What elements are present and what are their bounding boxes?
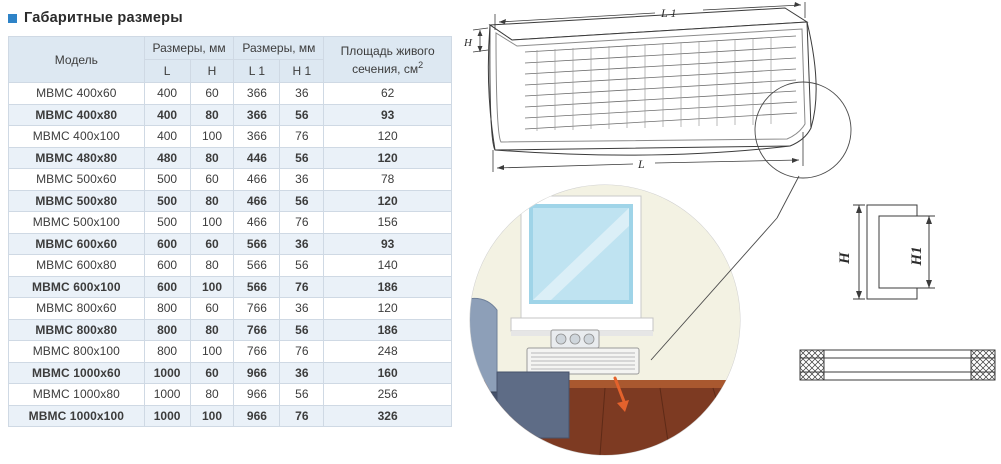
label-section-H1: H1	[909, 246, 925, 266]
table-row	[9, 212, 452, 234]
cell-H: 100	[190, 212, 234, 234]
cell-L: 600	[144, 233, 190, 255]
cell-area: 78	[324, 169, 452, 191]
col-header-H: H	[190, 60, 234, 83]
cell-L1: 466	[234, 190, 280, 212]
cell-L: 500	[144, 169, 190, 191]
cell-L1: 566	[234, 276, 280, 298]
cell-H: 80	[190, 190, 234, 212]
cell-L1: 766	[234, 341, 280, 363]
col-header-model: Модель	[9, 37, 145, 83]
cell-model: МВМС 800х100	[9, 341, 145, 363]
illustration-svg	[455, 0, 1001, 464]
cell-H1: 76	[280, 405, 324, 427]
cell-model: МВМС 1000х100	[9, 405, 145, 427]
cell-area: 120	[324, 147, 452, 169]
cell-model: МВМС 800х80	[9, 319, 145, 341]
cell-L: 600	[144, 276, 190, 298]
col-header-L1: L 1	[234, 60, 280, 83]
table-row	[9, 319, 452, 341]
cell-H: 100	[190, 126, 234, 148]
cell-area: 62	[324, 83, 452, 105]
cell-model: МВМС 400х100	[9, 126, 145, 148]
cell-model: МВМС 1000х80	[9, 384, 145, 406]
cell-H: 80	[190, 147, 234, 169]
table-row	[9, 276, 452, 298]
cell-H1: 76	[280, 276, 324, 298]
label-L-bottom: L	[638, 157, 645, 171]
cell-L1: 366	[234, 126, 280, 148]
cell-model: МВМС 1000х60	[9, 362, 145, 384]
cell-H1: 56	[280, 384, 324, 406]
cell-area: 186	[324, 276, 452, 298]
cell-area: 120	[324, 190, 452, 212]
cell-area: 93	[324, 104, 452, 126]
cell-model: МВМС 600х100	[9, 276, 145, 298]
cell-L1: 766	[234, 319, 280, 341]
label-L1-top: L 1	[661, 6, 677, 20]
cell-area: 326	[324, 405, 452, 427]
cell-model: МВМС 500х80	[9, 190, 145, 212]
cell-area: 120	[324, 126, 452, 148]
cell-L: 400	[144, 83, 190, 105]
cell-H1: 36	[280, 169, 324, 191]
cell-L: 800	[144, 341, 190, 363]
cell-L1: 966	[234, 405, 280, 427]
cell-H1: 56	[280, 319, 324, 341]
label-section-H: H	[837, 252, 853, 264]
cell-L: 800	[144, 319, 190, 341]
cell-H: 80	[190, 104, 234, 126]
table-row	[9, 405, 452, 427]
cell-model: МВМС 400х80	[9, 104, 145, 126]
cell-H1: 56	[280, 104, 324, 126]
cell-H: 100	[190, 405, 234, 427]
cell-L1: 566	[234, 255, 280, 277]
table-row	[9, 147, 452, 169]
table-row	[9, 384, 452, 406]
label-H-left: H	[464, 37, 472, 49]
cell-H1: 76	[280, 126, 324, 148]
col-header-free-area-sup: 2	[418, 59, 424, 70]
table-row	[9, 341, 452, 363]
col-header-L: L	[144, 60, 190, 83]
cell-L: 1000	[144, 405, 190, 427]
table-row	[9, 126, 452, 148]
cell-L: 800	[144, 298, 190, 320]
cell-L: 600	[144, 255, 190, 277]
detail-callout-leader	[777, 176, 799, 218]
cell-L1: 566	[234, 233, 280, 255]
cell-area: 256	[324, 384, 452, 406]
table-head	[9, 37, 452, 83]
cell-H: 80	[190, 384, 234, 406]
col-header-outer-dims: Размеры, мм	[144, 37, 234, 60]
cell-H: 80	[190, 255, 234, 277]
cell-model: МВМС 500х100	[9, 212, 145, 234]
dimensions-table-wrapper	[8, 36, 452, 427]
table-row	[9, 233, 452, 255]
table-row	[9, 169, 452, 191]
cell-model: МВМС 600х60	[9, 233, 145, 255]
cell-H1: 76	[280, 212, 324, 234]
cell-H: 60	[190, 83, 234, 105]
cell-L: 1000	[144, 362, 190, 384]
table-body	[9, 83, 452, 427]
cell-L1: 466	[234, 169, 280, 191]
col-header-H1: H 1	[280, 60, 324, 83]
cell-H: 100	[190, 341, 234, 363]
cell-area: 160	[324, 362, 452, 384]
cell-model: МВМС 800х60	[9, 298, 145, 320]
cell-H: 100	[190, 276, 234, 298]
room-scene	[463, 185, 740, 460]
cell-L: 1000	[144, 384, 190, 406]
bullet-icon	[8, 14, 17, 23]
illustration-area	[455, 0, 1001, 464]
cell-H1: 76	[280, 341, 324, 363]
cell-model: МВМС 480х80	[9, 147, 145, 169]
cell-L1: 366	[234, 104, 280, 126]
dimensions-table	[8, 36, 452, 427]
cell-H1: 36	[280, 362, 324, 384]
col-header-free-area	[324, 37, 452, 83]
cell-H: 60	[190, 233, 234, 255]
cell-L: 400	[144, 126, 190, 148]
cell-H1: 36	[280, 233, 324, 255]
table-row	[9, 298, 452, 320]
cell-L: 500	[144, 190, 190, 212]
cell-H1: 36	[280, 83, 324, 105]
cell-H1: 56	[280, 255, 324, 277]
cell-H: 60	[190, 362, 234, 384]
page-title	[8, 10, 183, 26]
table-row	[9, 190, 452, 212]
page-title-text: Габаритные размеры	[24, 10, 183, 26]
cell-H: 60	[190, 169, 234, 191]
cell-H: 80	[190, 319, 234, 341]
cell-area: 140	[324, 255, 452, 277]
cell-L1: 446	[234, 147, 280, 169]
cell-L1: 966	[234, 384, 280, 406]
cell-L: 480	[144, 147, 190, 169]
col-header-inner-dims: Размеры, мм	[234, 37, 324, 60]
table-header-row-1	[9, 37, 452, 60]
col-header-free-area-text: Площадь живого сечения, см	[340, 43, 435, 76]
cell-model: МВМС 600х80	[9, 255, 145, 277]
cell-H1: 56	[280, 147, 324, 169]
cell-L1: 766	[234, 298, 280, 320]
cell-area: 156	[324, 212, 452, 234]
cell-area: 120	[324, 298, 452, 320]
cell-L1: 466	[234, 212, 280, 234]
cell-L1: 966	[234, 362, 280, 384]
cell-model: МВМС 500х60	[9, 169, 145, 191]
cell-model: МВМС 400х60	[9, 83, 145, 105]
table-row	[9, 83, 452, 105]
cell-L: 500	[144, 212, 190, 234]
profile-section-plan	[800, 350, 995, 380]
cell-L: 400	[144, 104, 190, 126]
cell-H1: 36	[280, 298, 324, 320]
cell-L1: 366	[234, 83, 280, 105]
table-row	[9, 255, 452, 277]
cell-area: 93	[324, 233, 452, 255]
table-row	[9, 104, 452, 126]
cell-area: 186	[324, 319, 452, 341]
cell-H1: 56	[280, 190, 324, 212]
table-row	[9, 362, 452, 384]
dimension-H-left	[473, 28, 488, 52]
cell-area: 248	[324, 341, 452, 363]
cell-H: 60	[190, 298, 234, 320]
